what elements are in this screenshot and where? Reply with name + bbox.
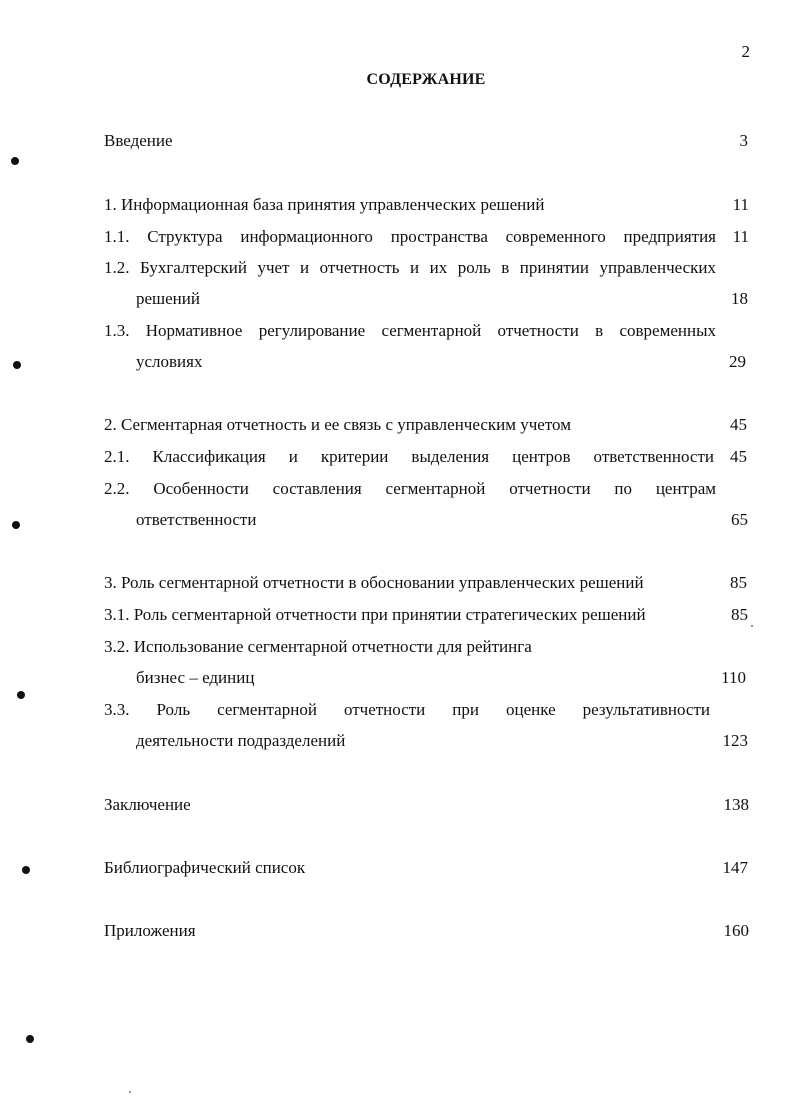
toc-ch2-label: 2. Сегментарная отчетность и ее связь с управленческим учетом	[104, 415, 571, 434]
toc-conclusion-page: 138	[723, 795, 749, 814]
toc-ch2-s2-label: 2.2. Особенности составления сегментарной отчетности по центрам	[104, 479, 716, 498]
toc-ch2-s1-label: 2.1. Классификация и критерии выделения центров ответственности	[104, 447, 714, 466]
toc-conclusion-label: Заключение	[104, 795, 191, 814]
scan-dot	[11, 157, 19, 165]
toc-ch1-s1-page: 11	[732, 227, 749, 246]
toc-ch1-s3-page: 29	[729, 352, 746, 371]
toc-ch2-s2-page: 65	[731, 510, 748, 529]
scan-dot	[13, 361, 21, 369]
toc-ch1-s2-page: 18	[731, 289, 748, 308]
toc-bibliography-page: 147	[722, 858, 748, 877]
toc-ch3-page: 85	[730, 573, 747, 592]
toc-ch3-label: 3. Роль сегментарной отчетности в обосновании управленческих решений	[104, 573, 644, 592]
scan-dot	[26, 1035, 34, 1043]
toc-ch2-s1-page: 45	[730, 447, 747, 466]
toc-intro-label: Введение	[104, 131, 173, 150]
toc-ch3-s3-label: 3.3. Роль сегментарной отчетности при оценке результативности	[104, 700, 710, 719]
toc-ch2-page: 45	[730, 415, 747, 434]
toc-ch3-s1-page: 85	[731, 605, 748, 624]
toc-ch1-s1-label: 1.1. Структура информационного пространства современного предприятия	[104, 227, 716, 246]
toc-ch1-s3-cont: условиях	[136, 352, 203, 371]
toc-ch1-page: 11	[732, 195, 749, 214]
toc-ch3-s2-page: 110	[721, 668, 746, 687]
toc-bibliography-label: Библиографический список	[104, 858, 306, 877]
page-number: 2	[741, 42, 750, 61]
toc-ch3-s2-label: 3.2. Использование сегментарной отчетности для рейтинга	[104, 637, 532, 656]
toc-ch3-s3-cont: деятельности подразделений	[136, 731, 346, 750]
page-title: СОДЕРЖАНИЕ	[366, 71, 486, 88]
toc-ch3-s1-label: 3.1. Роль сегментарной отчетности при принятии стратегических решений	[104, 605, 646, 624]
toc-ch1-s2-cont: решений	[136, 289, 200, 308]
toc-ch2-s2-cont: ответственности	[136, 510, 257, 529]
toc-ch1-s2-label: 1.2. Бухгалтерский учет и отчетность и их роль в принятии управленческих	[104, 258, 716, 277]
toc-ch3-s3-page: 123	[722, 731, 748, 750]
scan-speck	[129, 1091, 131, 1093]
scan-dot	[12, 521, 20, 529]
toc-ch1-s3-label: 1.3. Нормативное регулирование сегментарной отчетности в современных	[104, 321, 716, 340]
scan-dot	[17, 691, 25, 699]
toc-appendices-label: Приложения	[104, 921, 196, 940]
toc-ch1-label: 1. Информационная база принятия управленческих решений	[104, 195, 545, 214]
toc-ch3-s2-cont: бизнес – единиц	[136, 668, 255, 687]
scan-dot	[22, 866, 30, 874]
toc-intro-page: 3	[739, 131, 748, 150]
toc-appendices-page: 160	[723, 921, 749, 940]
scan-speck	[751, 625, 753, 627]
